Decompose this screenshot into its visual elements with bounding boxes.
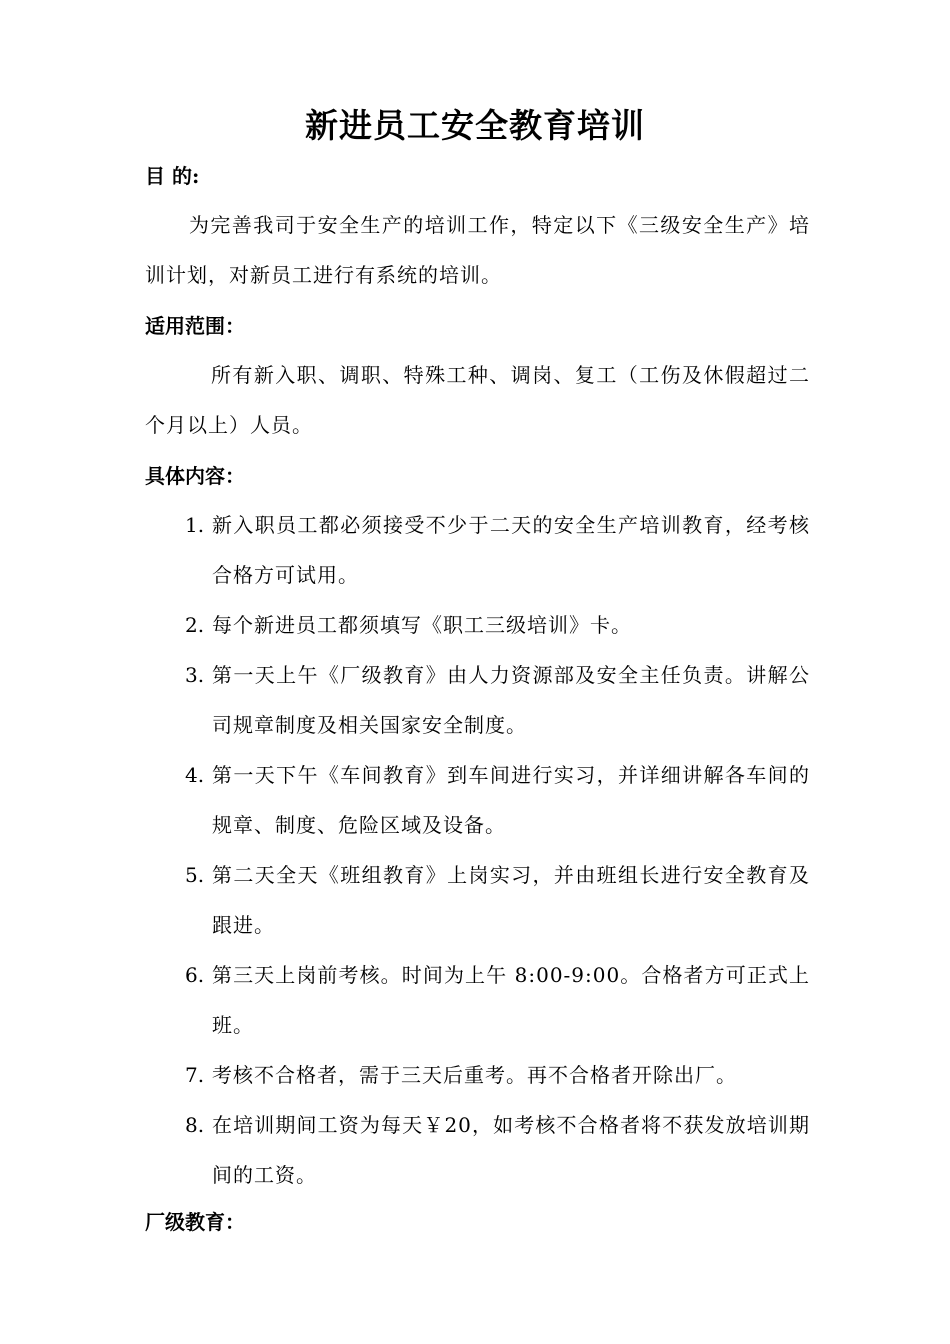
list-item [185, 1050, 810, 1100]
list-item-number: 7. [185, 1063, 205, 1087]
list-item-number: 5. [185, 863, 205, 887]
list-item [185, 650, 810, 750]
purpose-heading: 目 的: [145, 164, 200, 188]
list-item [185, 600, 810, 650]
list-item-number: 8. [185, 1113, 205, 1137]
scope-body: 所有新入职、调职、特殊工种、调岗、复工（工伤及休假超过二个月以上）人员。 [145, 363, 810, 437]
list-item-text: 新入职员工都必须接受不少于二天的安全生产培训教育，经考核合格方可试用。 [212, 513, 810, 587]
factory-education-heading: 厂级教育： [145, 1210, 245, 1234]
list-item [185, 1100, 810, 1200]
list-item-number: 4. [185, 763, 205, 787]
list-item-text: 第一天下午《车间教育》到车间进行实习，并详细讲解各车间的规章、制度、危险区域及设备。 [212, 763, 810, 837]
list-item-text: 第一天上午《厂级教育》由人力资源部及安全主任负责。讲解公司规章制度及相关国家安全制度。 [212, 663, 810, 737]
list-item [185, 850, 810, 950]
content-heading: 具体内容： [145, 464, 245, 488]
content-list [185, 500, 810, 1200]
list-item-text: 在培训期间工资为每天￥20，如考核不合格者将不获发放培训期间的工资。 [212, 1113, 810, 1187]
list-item-text: 第三天上岗前考核。时间为上午 8:00-9:00。合格者方可正式上班。 [212, 963, 810, 1037]
list-item-text: 考核不合格者，需于三天后重考。再不合格者开除出厂。 [212, 1063, 737, 1087]
list-item-text: 每个新进员工都须填写《职工三级培训》卡。 [212, 613, 632, 637]
purpose-body: 为完善我司于安全生产的培训工作，特定以下《三级安全生产》培训计划，对新员工进行有系统的培训。 [145, 213, 810, 287]
list-item-number: 2. [185, 613, 205, 637]
scope-heading: 适用范围： [145, 314, 245, 338]
list-item-number: 3. [185, 663, 205, 687]
document-title: 新进员工安全教育培训 [305, 106, 645, 145]
list-item [185, 500, 810, 600]
list-item-number: 1. [185, 513, 205, 537]
list-item-text: 第二天全天《班组教育》上岗实习，并由班组长进行安全教育及跟进。 [212, 863, 810, 937]
list-item [185, 750, 810, 850]
list-item-number: 6. [185, 963, 205, 987]
list-item [185, 950, 810, 1050]
